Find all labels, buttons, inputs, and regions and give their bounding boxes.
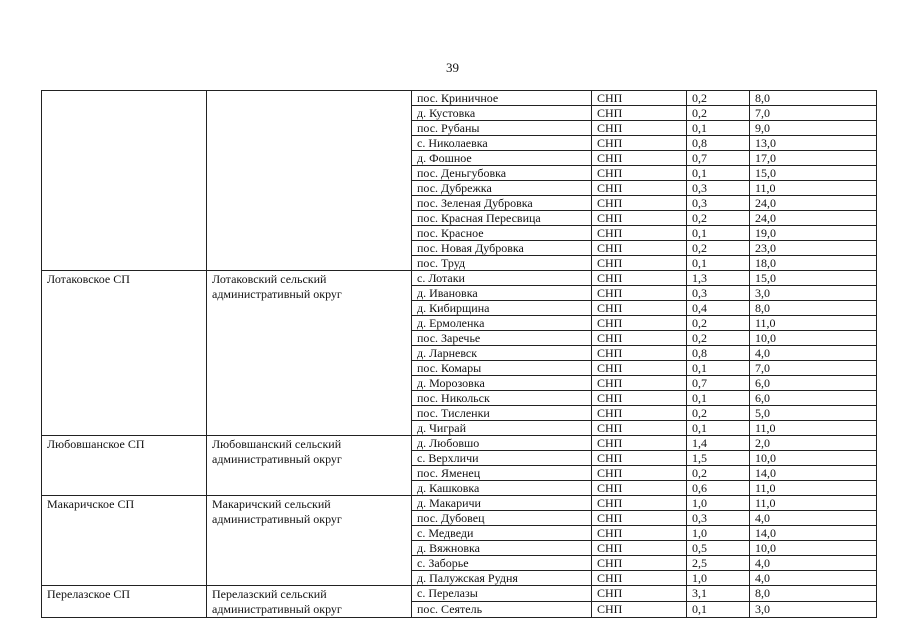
type-cell: СНП [592, 91, 687, 106]
area-cell: 0,2 [687, 211, 750, 226]
settlements-table [41, 90, 877, 618]
type-cell: СНП [592, 481, 687, 496]
settlement-cell: д. Вяжновка [412, 541, 592, 556]
area-cell: 0,8 [687, 136, 750, 151]
distance-cell: 3,0 [750, 286, 877, 301]
type-cell: СНП [592, 136, 687, 151]
area-cell: 0,7 [687, 376, 750, 391]
settlement-cell: д. Макаричи [412, 496, 592, 511]
area-cell: 0,7 [687, 151, 750, 166]
settlement-cell: д. Морозовка [412, 376, 592, 391]
area-cell: 0,3 [687, 511, 750, 526]
settlement-cell: с. Перелазы [412, 586, 592, 602]
settlement-cell: пос. Красное [412, 226, 592, 241]
district-cell [207, 91, 412, 271]
settlement-cell: д. Любовшо [412, 436, 592, 451]
distance-cell: 17,0 [750, 151, 877, 166]
distance-cell: 3,0 [750, 602, 877, 618]
distance-cell: 7,0 [750, 106, 877, 121]
distance-cell: 15,0 [750, 166, 877, 181]
distance-cell: 10,0 [750, 451, 877, 466]
type-cell: СНП [592, 211, 687, 226]
area-cell: 0,2 [687, 331, 750, 346]
area-cell: 0,2 [687, 316, 750, 331]
settlement-cell: пос. Криничное [412, 91, 592, 106]
type-cell: СНП [592, 241, 687, 256]
area-cell: 0,3 [687, 196, 750, 211]
distance-cell: 11,0 [750, 316, 877, 331]
municipality-cell [42, 91, 207, 271]
area-cell: 1,3 [687, 271, 750, 286]
settlement-cell: пос. Дубовец [412, 511, 592, 526]
type-cell: СНП [592, 466, 687, 481]
type-cell: СНП [592, 436, 687, 451]
distance-cell: 7,0 [750, 361, 877, 376]
area-cell: 0,2 [687, 106, 750, 121]
distance-cell: 14,0 [750, 526, 877, 541]
area-cell: 0,1 [687, 226, 750, 241]
type-cell: СНП [592, 151, 687, 166]
settlement-cell: пос. Красная Пересвица [412, 211, 592, 226]
distance-cell: 10,0 [750, 541, 877, 556]
area-cell: 1,5 [687, 451, 750, 466]
district-cell: Любовшанский сельский административный округ [207, 436, 412, 496]
settlement-cell: д. Кустовка [412, 106, 592, 121]
distance-cell: 11,0 [750, 421, 877, 436]
distance-cell: 4,0 [750, 346, 877, 361]
area-cell: 1,0 [687, 496, 750, 511]
area-cell: 0,1 [687, 602, 750, 618]
area-cell: 0,3 [687, 181, 750, 196]
type-cell: СНП [592, 361, 687, 376]
table-row [42, 91, 877, 106]
settlement-cell: с. Николаевка [412, 136, 592, 151]
type-cell: СНП [592, 451, 687, 466]
settlement-cell: пос. Новая Дубровка [412, 241, 592, 256]
settlement-cell: пос. Сеятель [412, 602, 592, 618]
type-cell: СНП [592, 286, 687, 301]
type-cell: СНП [592, 602, 687, 618]
type-cell: СНП [592, 106, 687, 121]
settlement-cell: с. Заборье [412, 556, 592, 571]
distance-cell: 23,0 [750, 241, 877, 256]
area-cell: 0,1 [687, 391, 750, 406]
distance-cell: 5,0 [750, 406, 877, 421]
area-cell: 0,1 [687, 121, 750, 136]
area-cell: 0,2 [687, 241, 750, 256]
settlement-cell: пос. Труд [412, 256, 592, 271]
area-cell: 0,2 [687, 466, 750, 481]
area-cell: 2,5 [687, 556, 750, 571]
type-cell: СНП [592, 271, 687, 286]
settlement-cell: с. Верхличи [412, 451, 592, 466]
area-cell: 3,1 [687, 586, 750, 602]
area-cell: 1,0 [687, 571, 750, 586]
distance-cell: 11,0 [750, 481, 877, 496]
type-cell: СНП [592, 511, 687, 526]
distance-cell: 13,0 [750, 136, 877, 151]
distance-cell: 19,0 [750, 226, 877, 241]
distance-cell: 4,0 [750, 511, 877, 526]
distance-cell: 6,0 [750, 376, 877, 391]
type-cell: СНП [592, 346, 687, 361]
settlement-cell: пос. Зеленая Дубровка [412, 196, 592, 211]
table-row [42, 271, 877, 286]
settlement-cell: пос. Дубрежка [412, 181, 592, 196]
type-cell: СНП [592, 226, 687, 241]
settlement-cell: пос. Никольск [412, 391, 592, 406]
type-cell: СНП [592, 316, 687, 331]
settlement-cell: пос. Яменец [412, 466, 592, 481]
distance-cell: 15,0 [750, 271, 877, 286]
distance-cell: 8,0 [750, 586, 877, 602]
settlement-cell: с. Лотаки [412, 271, 592, 286]
distance-cell: 14,0 [750, 466, 877, 481]
settlement-cell: пос. Заречье [412, 331, 592, 346]
settlement-cell: д. Кашковка [412, 481, 592, 496]
type-cell: СНП [592, 541, 687, 556]
district-cell: Перелазский сельский административный округ [207, 586, 412, 618]
type-cell: СНП [592, 586, 687, 602]
distance-cell: 2,0 [750, 436, 877, 451]
area-cell: 0,1 [687, 166, 750, 181]
distance-cell: 10,0 [750, 331, 877, 346]
district-cell: Макаричский сельский административный округ [207, 496, 412, 586]
settlement-cell: пос. Комары [412, 361, 592, 376]
type-cell: СНП [592, 121, 687, 136]
area-cell: 0,3 [687, 286, 750, 301]
area-cell: 0,8 [687, 346, 750, 361]
settlement-cell: д. Фошное [412, 151, 592, 166]
distance-cell: 6,0 [750, 391, 877, 406]
settlement-cell: с. Медведи [412, 526, 592, 541]
table-row [42, 586, 877, 602]
municipality-cell: Любовшанское СП [42, 436, 207, 496]
distance-cell: 24,0 [750, 211, 877, 226]
distance-cell: 24,0 [750, 196, 877, 211]
type-cell: СНП [592, 256, 687, 271]
type-cell: СНП [592, 181, 687, 196]
distance-cell: 8,0 [750, 91, 877, 106]
area-cell: 0,5 [687, 541, 750, 556]
area-cell: 0,1 [687, 256, 750, 271]
distance-cell: 9,0 [750, 121, 877, 136]
settlement-cell: д. Палужская Рудня [412, 571, 592, 586]
settlement-cell: пос. Рубаны [412, 121, 592, 136]
settlement-cell: пос. Тисленки [412, 406, 592, 421]
type-cell: СНП [592, 571, 687, 586]
area-cell: 1,4 [687, 436, 750, 451]
area-cell: 1,0 [687, 526, 750, 541]
type-cell: СНП [592, 166, 687, 181]
type-cell: СНП [592, 496, 687, 511]
type-cell: СНП [592, 301, 687, 316]
municipality-cell: Макаричское СП [42, 496, 207, 586]
distance-cell: 4,0 [750, 556, 877, 571]
settlement-cell: д. Ермоленка [412, 316, 592, 331]
type-cell: СНП [592, 421, 687, 436]
settlement-cell: пос. Деньгубовка [412, 166, 592, 181]
distance-cell: 18,0 [750, 256, 877, 271]
type-cell: СНП [592, 331, 687, 346]
type-cell: СНП [592, 526, 687, 541]
type-cell: СНП [592, 406, 687, 421]
area-cell: 0,2 [687, 406, 750, 421]
distance-cell: 11,0 [750, 181, 877, 196]
table-row [42, 496, 877, 511]
settlement-cell: д. Ларневск [412, 346, 592, 361]
area-cell: 0,1 [687, 361, 750, 376]
page-number: 39 [446, 60, 459, 75]
area-cell: 0,2 [687, 91, 750, 106]
settlement-cell: д. Чиграй [412, 421, 592, 436]
distance-cell: 11,0 [750, 496, 877, 511]
type-cell: СНП [592, 196, 687, 211]
type-cell: СНП [592, 376, 687, 391]
area-cell: 0,6 [687, 481, 750, 496]
table-row [42, 436, 877, 451]
type-cell: СНП [592, 556, 687, 571]
type-cell: СНП [592, 391, 687, 406]
distance-cell: 8,0 [750, 301, 877, 316]
municipality-cell: Перелазское СП [42, 586, 207, 618]
settlement-cell: д. Кибирщина [412, 301, 592, 316]
area-cell: 0,4 [687, 301, 750, 316]
settlement-cell: д. Ивановка [412, 286, 592, 301]
district-cell: Лотаковский сельский административный округ [207, 271, 412, 436]
distance-cell: 4,0 [750, 571, 877, 586]
municipality-cell: Лотаковское СП [42, 271, 207, 436]
area-cell: 0,1 [687, 421, 750, 436]
